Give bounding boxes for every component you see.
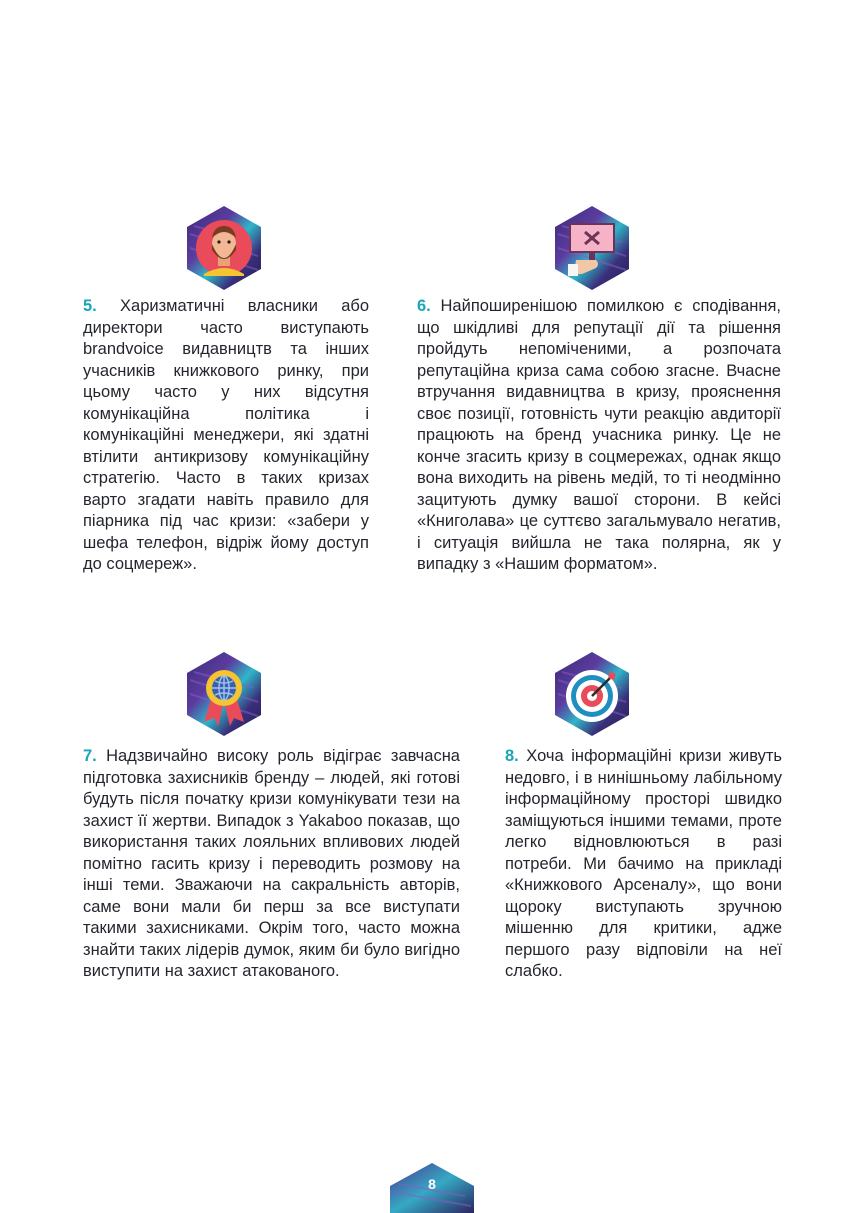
item-number: 8. <box>505 747 519 765</box>
award-medal-icon <box>184 650 264 738</box>
item-text: Найпоширенішою помилкою є сподівання, що шкідливі для репутації дії та рішення пройдуть непоміченими, а розпочата репутаційна криза сама собою згасне. Вчасне втручання видавництва в кризу, прояснення своє позиції, готовність чути реакцію авдиторії працюють на бренд учасника ринку. Це не конче згасить кризу в соцмережах, однак якщо вона виходить на рівень медій, то ті неодмінно зацитують думку вашої сторони. В кейсі «Книголава» це суттєво загальмувало негатив, і ситуація вийшла не така полярна, як у випадку з «Нашим форматом». <box>417 297 781 573</box>
list-item <box>505 746 782 983</box>
target-dart-icon <box>552 650 632 738</box>
list-item <box>83 746 460 983</box>
item-number: 6. <box>417 297 431 315</box>
list-item <box>417 296 781 576</box>
item-number: 7. <box>83 747 97 765</box>
page-number: 8 <box>428 1176 436 1192</box>
item-text: Надзвичайно високу роль відіграє завчасна підготовка захисників бренду – людей, які готові будуть після початку кризи комунікувати тези на захист її жертви. Випадок з Yakaboo показав, що використання таких лояльних впливових людей помітно гасить кризу і переводить розмову на інші теми. Зважаючи на сакральність авторів, саме вони мали би перш за все виступати такими захисниками. Окрім того, часто можна знайти таких лідерів думок, яким би було вигідно виступити на захист атакованого. <box>83 747 460 980</box>
item-number: 5. <box>83 297 97 315</box>
item-text: Хоча інформаційні кризи живуть недовго, і в нинішньому лабільному інформаційному просторі швидко заміщуються іншими темами, проте легко відновлюються в разі потреби. Ми бачимо на прикладі «Книжкового Арсеналу», що вони щороку виступають зручною мішенню для критики, адже першого разу відповіли на неї слабко. <box>505 747 782 980</box>
protest-sign-icon <box>552 204 632 292</box>
item-text: Харизматичні власники або директори часто виступають brandvoice видавництв та інших учасників книжкового ринку, при цьому часто у них відсутня комунікаційна політика і комунікаційні менеджери, які здатні втілити антикризову комунікаційну стратегію. Часто в таких кризах варто згадати навіть правило для піарника під час кризи: «забери у шефа телефон, відріж йому доступ до соцмереж». <box>83 297 369 573</box>
list-item <box>83 296 369 576</box>
bearded-man-icon <box>184 204 264 292</box>
